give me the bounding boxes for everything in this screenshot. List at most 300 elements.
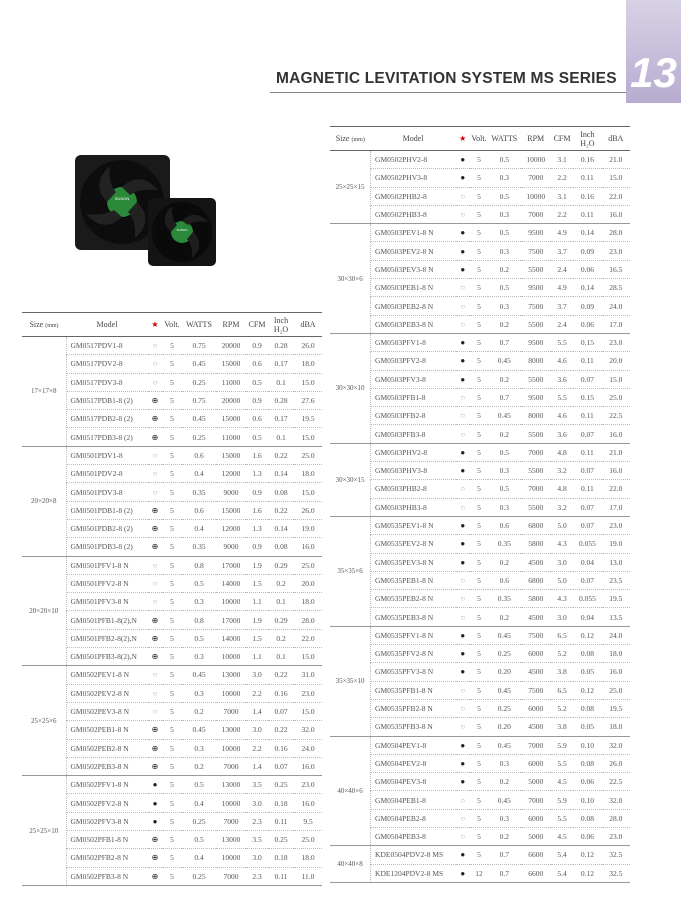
inch-cell: 0.10 [573,791,601,809]
volt-cell: 5 [470,279,488,297]
inch-cell: 0.12 [573,846,601,864]
dba-cell: 16.0 [294,538,322,556]
volt-cell: 5 [470,333,488,351]
dba-cell: 24.0 [294,739,322,757]
rpm-cell: 8000 [521,407,551,425]
mark-cell: ○ [456,791,470,809]
dba-cell: 22.5 [602,773,630,791]
dba-cell: 26.0 [602,754,630,772]
left-spec-table [22,312,322,886]
mark-cell: ⊕ [148,721,162,739]
watts-cell: 0.5 [182,831,216,849]
dba-cell: 15.0 [294,648,322,666]
model-cell: GM0501PFB1-8(2),N [66,611,148,629]
dba-cell: 23.5 [602,571,630,589]
rpm-cell: 9000 [216,483,246,501]
table-row [22,556,322,574]
watts-cell: 0.6 [182,501,216,519]
volt-cell: 5 [470,681,488,699]
cfm-cell: 0.9 [246,391,268,409]
table-row [22,812,322,830]
mark-cell: ○ [456,827,470,845]
inch-cell: 0.07 [268,702,294,720]
volt-cell: 5 [162,593,182,611]
cfm-cell: 4.3 [551,590,573,608]
mark-cell: ● [456,553,470,571]
dba-cell: 16.0 [294,794,322,812]
dba-cell: 22.0 [602,480,630,498]
inch-cell: 0.08 [268,483,294,501]
watts-cell: 0.2 [488,370,520,388]
cfm-cell: 5.4 [551,846,573,864]
volt-cell: 5 [162,849,182,867]
volt-cell: 5 [162,501,182,519]
model-cell: GM0502PEV1-8 N [66,666,148,684]
col-dba: dBA [294,313,322,337]
dba-cell: 20.0 [294,574,322,592]
table-row [22,684,322,702]
rpm-cell: 9500 [521,279,551,297]
mark-cell: ● [456,333,470,351]
model-cell: GM0501PFB3-8(2),N [66,648,148,666]
size-cell: 25×25×6 [22,666,66,776]
watts-cell: 0.45 [182,666,216,684]
dba-cell: 11.0 [294,867,322,885]
table-row [22,849,322,867]
inch-cell: 0.17 [268,410,294,428]
watts-cell: 0.8 [182,556,216,574]
watts-cell: 0.25 [182,428,216,446]
rpm-cell: 5500 [521,315,551,333]
rpm-cell: 5800 [521,535,551,553]
table-row [330,681,630,699]
watts-cell: 0.3 [182,648,216,666]
rpm-cell: 15000 [216,410,246,428]
watts-cell: 0.2 [182,702,216,720]
table-row [330,242,630,260]
mark-cell: ⊕ [148,849,162,867]
table-row [22,355,322,373]
inch-cell: 0.16 [268,684,294,702]
dba-cell: 26.0 [294,501,322,519]
model-cell: GM0503PHB3-8 [371,498,456,516]
dba-cell: 16.0 [602,425,630,443]
inch-cell: 0.1 [268,428,294,446]
model-cell: GM0502PFB2-8 N [66,849,148,867]
rpm-cell: 10000 [216,593,246,611]
cfm-cell: 5.0 [551,571,573,589]
dba-cell: 13.0 [602,553,630,571]
watts-cell: 0.75 [182,337,216,355]
fan-product-photo [70,150,230,280]
page-title: MAGNETIC LEVITATION SYSTEM MS SERIES [276,70,617,87]
model-cell: GM0503PHV2-8 [371,443,456,461]
volt-cell: 5 [162,483,182,501]
cfm-cell: 1.9 [246,611,268,629]
cfm-cell: 3.0 [246,794,268,812]
mark-cell: ● [456,462,470,480]
rpm-cell: 13000 [216,666,246,684]
watts-cell: 0.4 [182,794,216,812]
model-cell: GM0503PEB1-8 N [371,279,456,297]
mark-cell: ○ [456,407,470,425]
table-row [22,794,322,812]
dba-cell: 23.0 [602,242,630,260]
table-row [22,337,322,355]
rpm-cell: 7000 [521,480,551,498]
cfm-cell: 1.4 [246,702,268,720]
inch-cell: 0.16 [573,187,601,205]
rpm-cell: 20000 [216,391,246,409]
inch-cell: 0.11 [573,480,601,498]
cfm-cell: 6.5 [551,626,573,644]
rpm-cell: 5500 [521,370,551,388]
inch-cell: 0.22 [268,721,294,739]
dba-cell: 23.0 [294,684,322,702]
volt-cell: 5 [470,297,488,315]
dba-cell: 16.5 [602,260,630,278]
cfm-cell: 3.5 [246,776,268,794]
watts-cell: 0.6 [488,571,520,589]
cfm-cell: 5.5 [551,388,573,406]
rpm-cell: 8000 [521,352,551,370]
volt-cell: 12 [470,864,488,882]
col-size: Size (mm) [22,313,66,337]
rpm-cell: 6000 [521,754,551,772]
cfm-cell: 3.0 [246,721,268,739]
volt-cell: 5 [162,611,182,629]
inch-cell: 0.25 [268,776,294,794]
col-watts: WATTS [182,313,216,337]
volt-cell: 5 [470,315,488,333]
model-cell: GM0504PEB1-8 [371,791,456,809]
volt-cell: 5 [162,812,182,830]
cfm-cell: 2.3 [246,812,268,830]
table-row [330,754,630,772]
watts-cell: 0.45 [182,721,216,739]
inch-cell: 0.06 [573,773,601,791]
volt-cell: 5 [470,425,488,443]
table-row [330,443,630,461]
volt-cell: 5 [470,260,488,278]
rpm-cell: 5500 [521,498,551,516]
rpm-cell: 13000 [216,776,246,794]
model-cell: GM0501PDV1-8 [66,446,148,464]
dba-cell: 28.5 [602,279,630,297]
inch-cell: 0.07 [573,462,601,480]
inch-cell: 0.11 [268,867,294,885]
table-row [330,388,630,406]
mark-cell: ● [456,663,470,681]
cfm-cell: 3.0 [246,666,268,684]
mark-cell: ⊕ [148,648,162,666]
rpm-cell: 15000 [216,446,246,464]
size-cell: 20×20×8 [22,446,66,556]
volt-cell: 5 [162,465,182,483]
model-cell: KDE1204PDV2-8 MS [371,864,456,882]
dba-cell: 25.0 [602,388,630,406]
table-row [330,864,630,882]
table-row [22,831,322,849]
mark-cell: ○ [148,556,162,574]
dba-cell: 15.0 [602,370,630,388]
table-row [22,739,322,757]
rpm-cell: 20000 [216,337,246,355]
mark-cell: ○ [456,388,470,406]
table-row [330,608,630,626]
volt-cell: 5 [470,443,488,461]
inch-cell: 0.18 [268,794,294,812]
dba-cell: 22.0 [294,629,322,647]
volt-cell: 5 [162,867,182,885]
table-row [22,629,322,647]
model-cell: GM0503PFV2-8 [371,352,456,370]
model-cell: GM0503PHB2-8 [371,480,456,498]
table-row [330,297,630,315]
volt-cell: 5 [162,446,182,464]
cfm-cell: 5.9 [551,791,573,809]
cfm-cell: 3.0 [551,553,573,571]
mark-cell: ⊕ [148,410,162,428]
rpm-cell: 11000 [216,373,246,391]
size-cell: 20×20×10 [22,556,66,666]
cfm-cell: 4.5 [551,827,573,845]
inch-cell: 0.2 [268,629,294,647]
volt-cell: 5 [470,773,488,791]
cfm-cell: 0.5 [246,373,268,391]
mark-cell: ● [148,776,162,794]
dba-cell: 24.0 [602,626,630,644]
mark-cell: ● [456,645,470,663]
mark-cell: ● [456,224,470,242]
mark-cell: ⊕ [148,538,162,556]
dba-cell: 16.0 [602,205,630,223]
watts-cell: 0.3 [488,169,520,187]
volt-cell: 5 [470,205,488,223]
cfm-cell: 4.9 [551,279,573,297]
cfm-cell: 1.1 [246,593,268,611]
model-cell: GM0504PEB3-8 [371,827,456,845]
watts-cell: 0.2 [488,827,520,845]
model-cell: GM0502PFB3-8 N [66,867,148,885]
model-cell: GM0535PFV3-8 N [371,663,456,681]
watts-cell: 0.2 [488,425,520,443]
model-cell: GM0502PEB1-8 N [66,721,148,739]
model-cell: GM0504PEB2-8 [371,809,456,827]
inch-cell: 0.11 [573,443,601,461]
volt-cell: 5 [470,462,488,480]
volt-cell: 5 [162,757,182,775]
watts-cell: 0.8 [182,611,216,629]
rpm-cell: 5000 [521,773,551,791]
mark-cell: ○ [148,702,162,720]
table-row [330,516,630,534]
volt-cell: 5 [470,590,488,608]
table-row [330,224,630,242]
cfm-cell: 4.8 [551,443,573,461]
watts-cell: 0.5 [488,443,520,461]
dba-cell: 28.0 [602,224,630,242]
cfm-cell: 1.1 [246,648,268,666]
mark-cell: ● [456,754,470,772]
watts-cell: 0.3 [488,297,520,315]
size-cell: 30×30×10 [330,333,371,443]
watts-cell: 0.5 [182,574,216,592]
watts-cell: 0.2 [488,315,520,333]
watts-cell: 0.25 [488,645,520,663]
cfm-cell: 2.2 [551,169,573,187]
dba-cell: 25.0 [294,556,322,574]
col-size: Size (mm) [330,127,371,151]
size-cell: 30×30×6 [330,224,371,334]
mark-cell: ● [456,626,470,644]
mark-cell: ○ [456,809,470,827]
col-star: ★ [456,127,470,151]
mark-cell: ● [456,516,470,534]
inch-cell: 0.25 [268,831,294,849]
inch-cell: 0.12 [573,864,601,882]
cfm-cell: 1.5 [246,629,268,647]
watts-cell: 0.5 [488,151,520,169]
dba-cell: 20.0 [602,352,630,370]
model-cell: GM0502PEV2-8 N [66,684,148,702]
mark-cell: ● [456,864,470,882]
watts-cell: 0.3 [182,593,216,611]
rpm-cell: 7000 [216,702,246,720]
inch-cell: 0.11 [573,407,601,425]
cfm-cell: 3.8 [551,718,573,736]
mark-cell: ● [456,736,470,754]
table-row [22,501,322,519]
table-row [22,867,322,885]
title-underline [270,92,626,93]
table-row [330,736,630,754]
volt-cell: 5 [162,410,182,428]
table-row [330,626,630,644]
table-row [22,776,322,794]
watts-cell: 0.7 [488,846,520,864]
inch-cell: 0.06 [573,260,601,278]
volt-cell: 5 [470,480,488,498]
watts-cell: 0.35 [182,538,216,556]
watts-cell: 0.45 [488,352,520,370]
inch-cell: 0.07 [573,370,601,388]
mark-cell: ○ [148,666,162,684]
rpm-cell: 5500 [521,425,551,443]
mark-cell: ⊕ [148,629,162,647]
table-row [22,648,322,666]
volt-cell: 5 [162,574,182,592]
inch-cell: 0.11 [573,352,601,370]
inch-cell: 0.18 [268,849,294,867]
mark-cell: ● [456,169,470,187]
mark-cell: ● [148,812,162,830]
watts-cell: 0.75 [182,391,216,409]
watts-cell: 0.45 [182,410,216,428]
model-cell: GM0535PEB2-8 N [371,590,456,608]
model-cell: GM0502PFV3-8 N [66,812,148,830]
dba-cell: 9.5 [294,812,322,830]
mark-cell: ○ [148,446,162,464]
mark-cell: ⊕ [148,739,162,757]
table-row [22,538,322,556]
rpm-cell: 7000 [521,791,551,809]
volt-cell: 5 [162,648,182,666]
col-cfm: CFM [551,127,573,151]
cfm-cell: 5.0 [551,516,573,534]
watts-cell: 0.3 [182,739,216,757]
watts-cell: 0.35 [488,590,520,608]
cfm-cell: 4.8 [551,480,573,498]
inch-cell: 0.22 [268,666,294,684]
inch-cell: 0.05 [573,718,601,736]
cfm-cell: 0.6 [246,355,268,373]
table-row [330,480,630,498]
rpm-cell: 7000 [521,443,551,461]
rpm-cell: 5000 [521,827,551,845]
table-row [330,205,630,223]
table-row [330,425,630,443]
model-cell: GM0503PEB2-8 N [371,297,456,315]
watts-cell: 0.3 [488,205,520,223]
rpm-cell: 6600 [521,864,551,882]
dba-cell: 15.0 [294,702,322,720]
inch-cell: 0.09 [573,242,601,260]
volt-cell: 5 [470,754,488,772]
model-cell: GM0517PDV3-8 [66,373,148,391]
mark-cell: ⊕ [148,391,162,409]
table-row [22,574,322,592]
watts-cell: 0.25 [182,812,216,830]
watts-cell: 0.6 [488,516,520,534]
mark-cell: ○ [456,205,470,223]
cfm-cell: 4.3 [551,535,573,553]
inch-cell: 0.055 [573,535,601,553]
model-cell: GM0517PDV2-8 [66,355,148,373]
mark-cell: ○ [456,315,470,333]
mark-cell: ⊕ [148,867,162,885]
dba-cell: 28.0 [294,611,322,629]
dba-cell: 31.0 [294,666,322,684]
table-row [330,462,630,480]
table-row [22,757,322,775]
model-cell: GM0535PEV2-8 N [371,535,456,553]
model-cell: GM0501PFV1-8 N [66,556,148,574]
watts-cell: 0.20 [488,663,520,681]
volt-cell: 5 [470,571,488,589]
mark-cell: ○ [148,337,162,355]
model-cell: GM0502PHV2-8 [371,151,456,169]
cfm-cell: 2.2 [246,684,268,702]
volt-cell: 5 [470,407,488,425]
size-cell: 35×35×6 [330,516,371,626]
cfm-cell: 4.9 [551,224,573,242]
table-row [22,702,322,720]
rpm-cell: 14000 [216,574,246,592]
inch-cell: 0.06 [573,827,601,845]
dba-cell: 18.0 [602,645,630,663]
watts-cell: 0.7 [488,333,520,351]
inch-cell: 0.29 [268,556,294,574]
dba-cell: 23.0 [294,776,322,794]
dba-cell: 16.0 [602,663,630,681]
volt-cell: 5 [470,626,488,644]
cfm-cell: 5.9 [551,736,573,754]
cfm-cell: 1.3 [246,519,268,537]
model-cell: GM0502PEV3-8 N [66,702,148,720]
cfm-cell: 3.6 [551,425,573,443]
watts-cell: 0.25 [182,373,216,391]
